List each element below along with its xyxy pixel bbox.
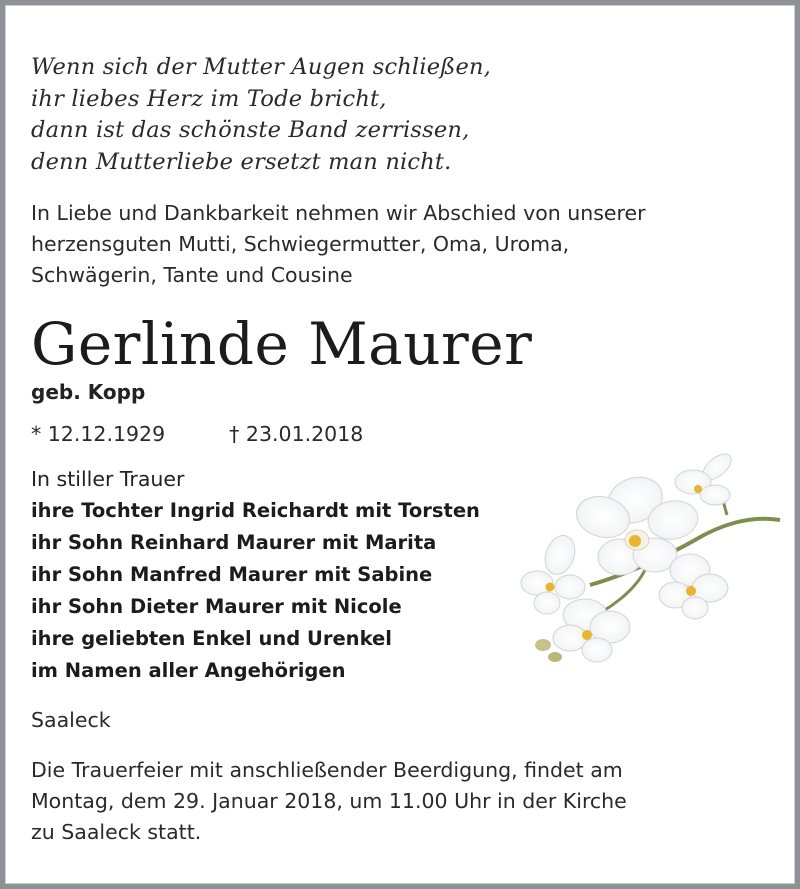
mourners-heading: In stiller Trauer [31,467,185,491]
mourner-line: ihr Sohn Manfred Maurer mit Sabine [31,563,433,586]
mourner-line: im Namen aller Angehörigen [31,659,346,682]
orchid-flower [553,599,630,662]
poem-line: denn Mutterliebe ersetzt man nicht. [31,148,452,175]
funeral-line: Montag, dem 29. Januar 2018, um 11.00 Uhr in der Kirche [31,789,627,813]
funeral-line: zu Saaleck statt. [31,820,202,844]
funeral-line: Die Trauerfeier mit anschließender Beerdigung, findet am [31,758,623,782]
life-dates [31,418,363,450]
intro-line: In Liebe und Dankbarkeit nehmen wir Abschied von unserer [31,201,646,225]
mourner-line: ihr Sohn Dieter Maurer mit Nicole [31,595,402,618]
intro-line: herzensguten Mutti, Schwiegermutter, Oma, Uroma, [31,232,570,256]
intro-text [31,198,646,291]
mourner-line: ihre geliebten Enkel und Urenkel [31,627,392,650]
white-orchid-branch-icon [515,445,785,675]
mourner-line: ihr Sohn Reinhard Maurer mit Marita [31,531,437,554]
funeral-info [31,755,627,848]
birth-date: * 12.12.1929 [31,422,166,446]
poem-line: Wenn sich der Mutter Augen schließen, [31,54,492,80]
intro-line: Schwägerin, Tante und Cousine [31,263,353,287]
mourner-line: ihre Tochter Ingrid Reichardt mit Torsten [31,499,480,522]
place-name: Saaleck [31,708,111,732]
death-date: † 23.01.2018 [229,422,364,446]
mourners-list [31,463,480,687]
maiden-name: geb. Kopp [31,380,146,404]
poem-line: dann ist das schönste Band zerrissen, [31,117,470,143]
orchid-flower [675,449,736,505]
poem-line: ihr liebes Herz im Tode bricht, [31,85,387,112]
poem [31,52,491,178]
deceased-name: Gerlinde Maurer [31,310,533,378]
